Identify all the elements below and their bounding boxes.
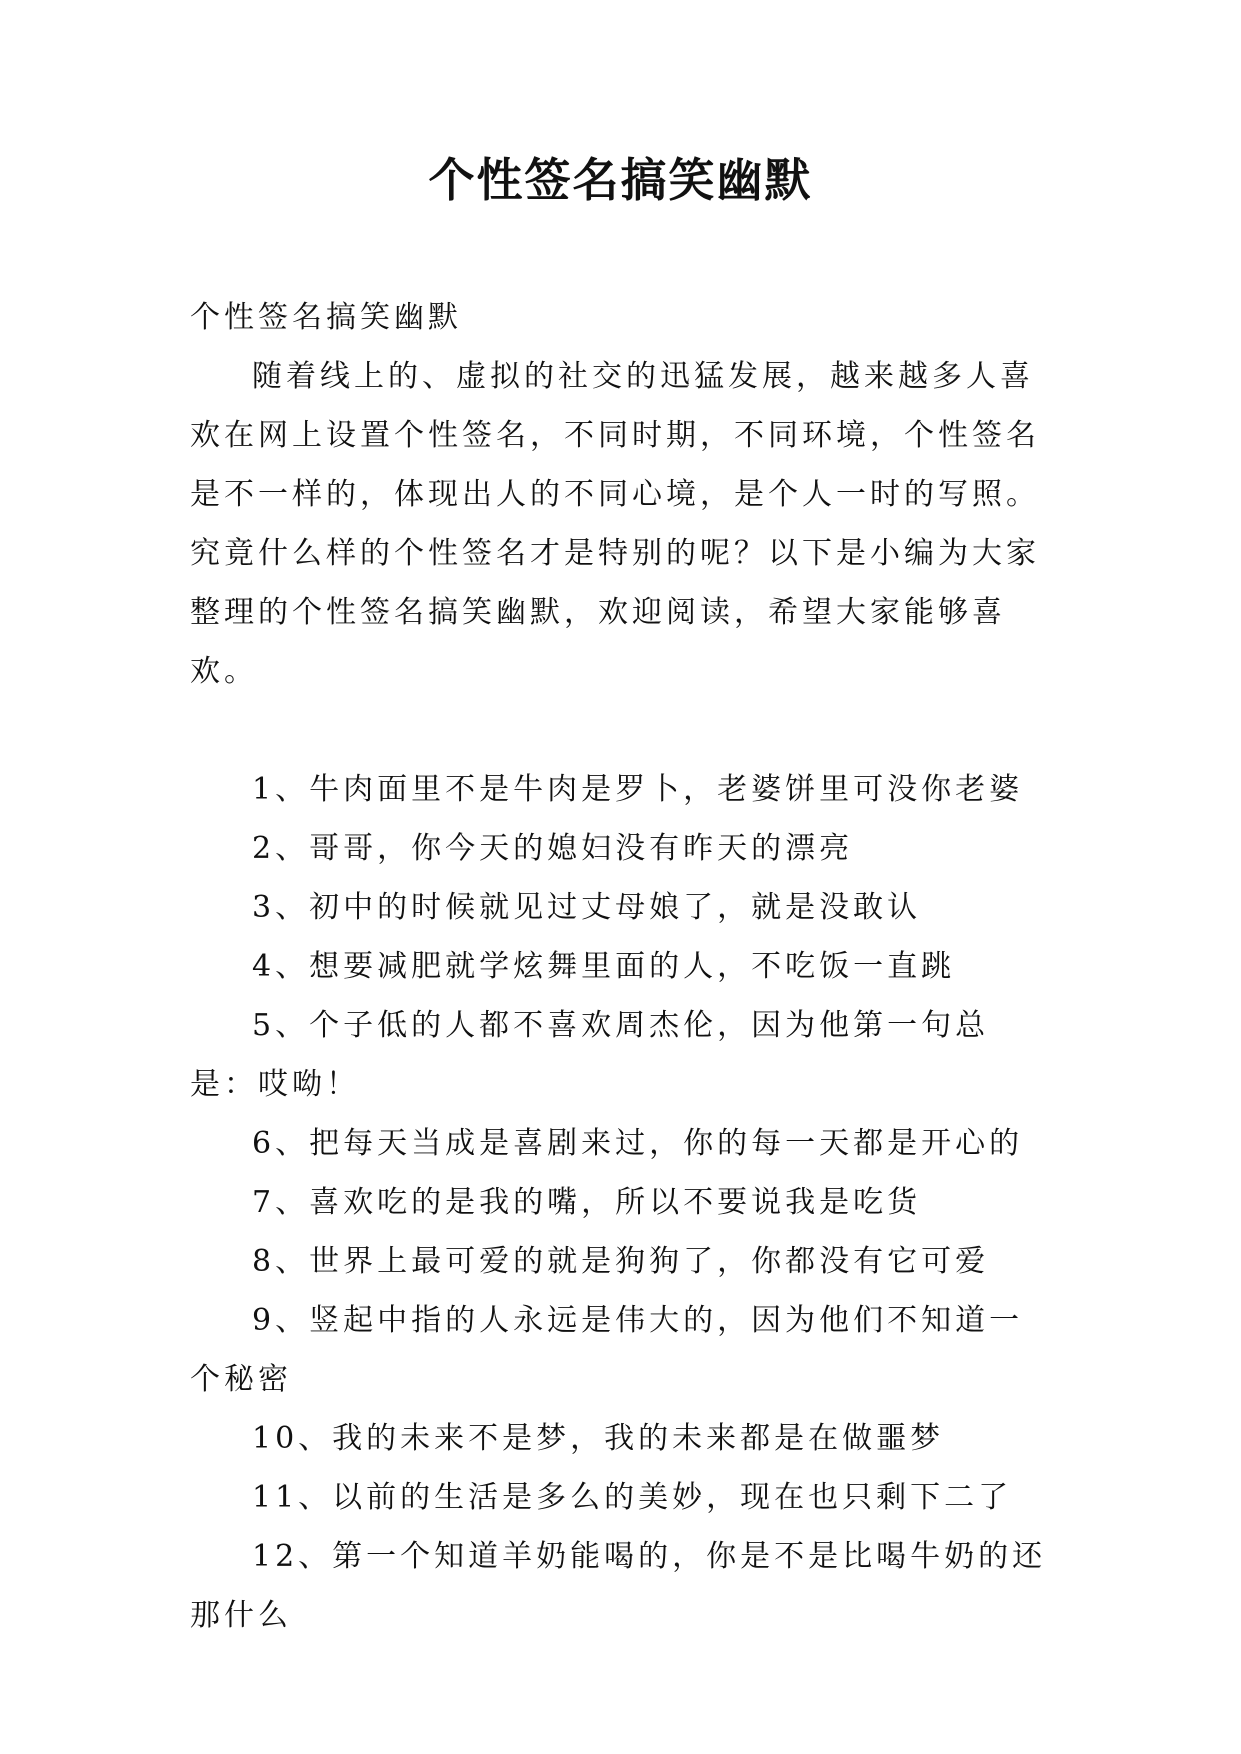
list-item: 2、哥哥，你今天的媳妇没有昨天的漂亮: [252, 831, 854, 866]
paragraph-spacer: [190, 701, 1056, 760]
list-item: 9、竖起中指的人永远是伟大的，因为他们不知道一个秘密: [190, 1303, 1024, 1397]
list-item: 5、个子低的人都不喜欢周杰伦，因为他第一句总是：哎呦！: [190, 1008, 990, 1102]
list-item: 10、我的未来不是梦，我的未来都是在做噩梦: [252, 1421, 945, 1456]
list-item: 4、想要减肥就学炫舞里面的人，不吃饭一直跳: [252, 949, 956, 984]
list-item: 11、以前的生活是多么的美妙，现在也只剩下二了: [252, 1480, 1013, 1515]
document-subtitle: 个性签名搞笑幽默: [190, 300, 462, 335]
signature-list: [190, 760, 1056, 1645]
list-item: 12、第一个知道羊奶能喝的，你是不是比喝牛奶的还那什么: [190, 1539, 1047, 1633]
intro-paragraph: 随着线上的、虚拟的社交的迅猛发展，越来越多人喜欢在网上设置个性签名，不同时期，不同环境，个性签名是不一样的，体现出人的不同心境，是个人一时的写照。究竟什么样的个性签名才是特别的呢？以下是小编为大家整理的个性签名搞笑幽默，欢迎阅读，希望大家能够喜欢。: [190, 359, 1040, 689]
list-item: 3、初中的时候就见过丈母娘了，就是没敢认: [252, 890, 922, 925]
list-item: 6、把每天当成是喜剧来过，你的每一天都是开心的: [252, 1126, 1024, 1161]
list-item: 7、喜欢吃的是我的嘴，所以不要说我是吃货: [252, 1185, 922, 1220]
list-item: 1、牛肉面里不是牛肉是罗卜，老婆饼里可没你老婆: [252, 772, 1024, 807]
list-item: 8、世界上最可爱的就是狗狗了，你都没有它可爱: [252, 1244, 990, 1279]
document-title: 个性签名搞笑幽默: [428, 153, 813, 207]
document-body: [190, 288, 1056, 1645]
